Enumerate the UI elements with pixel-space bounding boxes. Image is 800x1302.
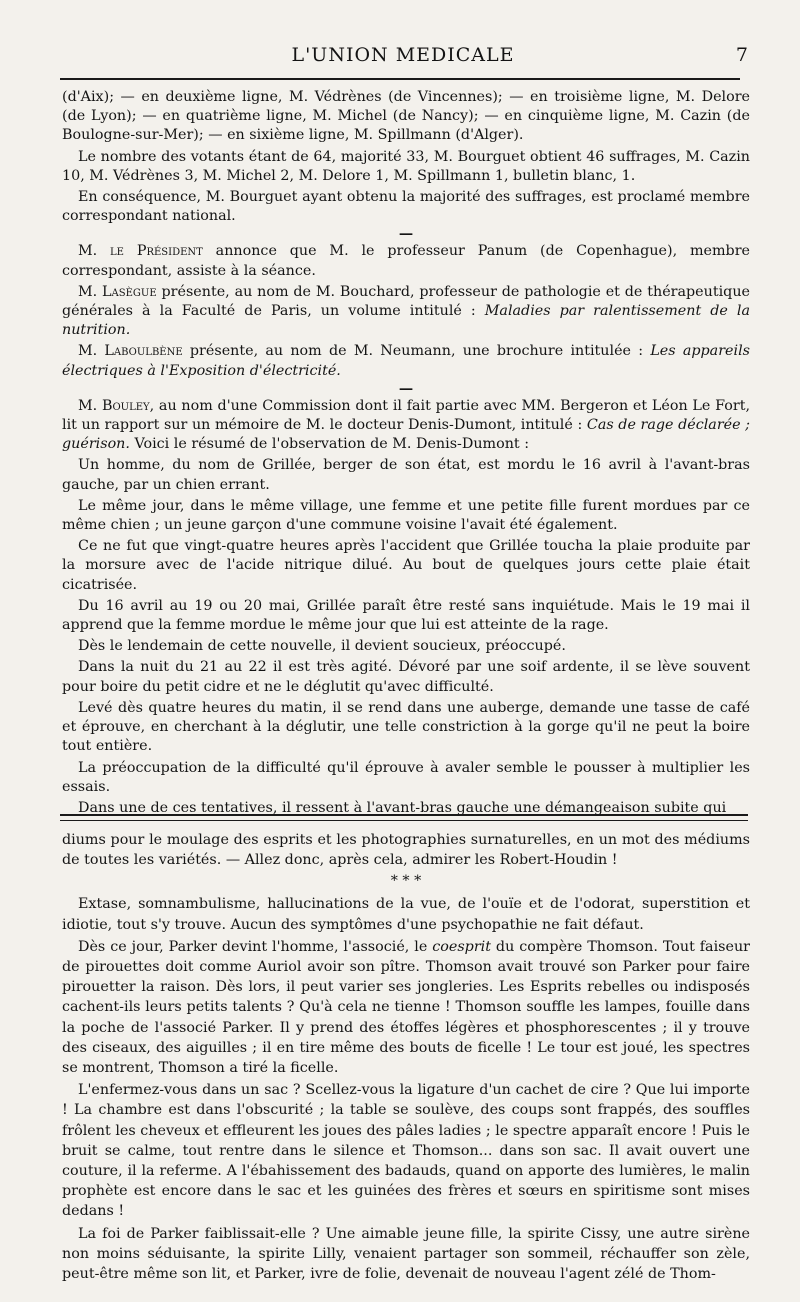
- speaker-name: M. Laboulbène: [78, 343, 183, 360]
- paragraph: (d'Aix); — en deuxième ligne, M. Védrènes (de Vincennes); — en troisième ligne, M. Delore (de Lyon); — en quatrième ligne, M. Michel (de Nancy); — en cinquième ligne, M. Cazin (de Boulogne-sur-Mer); — en sixième ligne, M. Spillmann (d'Alger).: [62, 89, 750, 144]
- page-number: 7: [735, 44, 748, 66]
- running-title: L'UNION MEDICALE: [291, 44, 515, 66]
- paragraph: Le même jour, dans le même village, une femme et une petite fille furent mordues par ce même chien ; un jeune garçon d'une commune voisine l'avait été également.: [62, 497, 750, 534]
- header-rule: [60, 78, 740, 80]
- paragraph: [62, 937, 750, 1078]
- paragraph: L'enfermez-vous dans un sac ? Scellez-vous la ligature d'un cachet de cire ? Que lui importe ! La chambre est dans l'obscurité ; la table se soulève, des coups sont frappés, des souffles frôlent les cheveux et effleurent les joues des pâles ladies ; le spectre apparaît encore ! Puis le bruit se calme, tout rentre dans le silence et Thomson... dans son sac. Il avait ouvert une couture, il la referme. A l'ébahissement des badauds, quand on apporte des lumières, le malin prophète est encore dans le sac et les guinées des frères et sœurs en spiritisme sont mises dedans !: [62, 1082, 750, 1220]
- work-title: Cas de rage déclarée ; guérison.: [62, 417, 751, 453]
- paragraph: Dans une de ces tentatives, il ressent à l'avant-bras gauche une démangeaison subite qui: [78, 799, 727, 816]
- paragraph-text: du compère Thomson. Tout faiseur de pirouettes doit comme Auriol avoir son pître. Thomson avait trouvé son Parker pour faire pirouetter la raison. Dès lors, il peut varier ses jongleries. Les Esprits rebelles ou indisposés cachent-ils leurs petits talents ? Qu'à cela ne tienne ! Thomson souffle les lampes, fouille dans la poche de l'associé Parker. Il y prend des étoffes légères et phosphorescentes ; il y trouve des ciseaux, des aiguilles ; il en tire même des bouts de ficelle ! Le tour est joué, les spectres se montrent, Thomson a tiré la ficelle.: [62, 938, 750, 1077]
- work-title: Les appareils électriques à l'Exposition d'électricité.: [62, 343, 750, 379]
- paragraph: Extase, somnambulisme, hallucinations de la vue, de l'ouïe et de l'odorat, superstition et idiotie, tout s'y trouve. Aucun des symptômes d'une psychopathie ne fait défaut.: [62, 896, 750, 933]
- page-header: [58, 44, 748, 74]
- speaker-name: M. Lasègue: [78, 283, 157, 300]
- paragraph: Dès le lendemain de cette nouvelle, il devient soucieux, préoccupé.: [78, 638, 566, 655]
- paragraph: Un homme, du nom de Grillée, berger de son état, est mordu le 16 avril à l'avant-bras gauche, par un chien errant.: [62, 457, 750, 493]
- paragraph: Le nombre des votants étant de 64, majorité 33, M. Bourguet obtient 46 suffrages, M. Cazin 10, M. Védrènes 3, M. Michel 2, M. Delore 1, M. Spillmann 1, bulletin blanc, 1.: [62, 148, 750, 184]
- paragraph: La foi de Parker faiblissait-elle ? Une aimable jeune fille, la spirite Cissy, une autre sirène non moins séduisante, la spirite Lilly, venaient partager son sommeil, réchauffer son zèle, peut-être même son lit, et Parker, ivre de folie, devenait de nouveau l'agent zélé de Thom-: [62, 1225, 750, 1283]
- article-column: [62, 88, 750, 820]
- paragraph-text: présente, au nom de M. Bouchard, professeur de pathologie et de thérapeutique générales à la Faculté de Paris, un volume intitulé :: [62, 283, 750, 320]
- paragraph-text: présente, au nom de M. Neumann, une brochure intitulée :: [182, 343, 651, 360]
- speaker-name: M. Bouley: [78, 397, 150, 414]
- feuilleton-column: [62, 830, 750, 1286]
- feuilleton-divider: [60, 814, 748, 821]
- italic-term: coesprit: [432, 938, 491, 955]
- paragraph: diums pour le moulage des esprits et les photographies surnaturelles, en un mot des médiums de toutes les variétés. — Allez donc, après cela, admirer les Robert-Houdin !: [62, 832, 750, 869]
- paragraph-text: Voici le résumé de l'observation de M. Denis-Dumont :: [129, 436, 530, 453]
- paragraph: Du 16 avril au 19 ou 20 mai, Grillée paraît être resté sans inquiétude. Mais le 19 mai il apprend que la femme mordue le même jour que lui est atteinte de la rage.: [62, 597, 750, 634]
- paragraph: Ce ne fut que vingt-quatre heures après l'accident que Grillée toucha la plaie produite par la morsure avec de l'acide nitrique dilué. Au bout de quelques jours cette plaie était cicatrisée.: [62, 538, 750, 593]
- asterism: * * *: [390, 873, 422, 890]
- paragraph: [62, 283, 750, 341]
- paragraph: Dans la nuit du 21 au 22 il est très agité. Dévoré par une soif ardente, il se lève souvent pour boire du petit cidre et ne le déglutit qu'avec difficulté.: [62, 659, 750, 695]
- section-dash: —: [398, 226, 414, 243]
- paragraph: [62, 397, 750, 455]
- work-title: Maladies par ralentissement de la nutrition.: [62, 303, 750, 339]
- paragraph-text: , au nom d'une Commission dont il fait partie avec MM. Bergeron et Léon Le Fort, lit un rapport sur un mémoire de M. le docteur Denis-Dumont, intitulé :: [62, 397, 750, 434]
- paragraph-text: annonce que M. le professeur Panum (de Copenhague), membre correspondant, assiste à la séance.: [62, 243, 751, 279]
- paragraph-text: Dès ce jour, Parker devint l'homme, l'associé, le: [78, 938, 433, 955]
- section-dash: —: [398, 380, 414, 397]
- paragraph: [62, 342, 750, 380]
- speaker-name: M. le Président: [78, 243, 203, 260]
- paragraph: [62, 242, 750, 280]
- paragraph: En conséquence, M. Bourguet ayant obtenu la majorité des suffrages, est proclamé membre correspondant national.: [62, 189, 750, 225]
- paragraph: La préoccupation de la difficulté qu'il éprouve à avaler semble le pousser à multiplier les essais.: [62, 759, 750, 795]
- paragraph: Levé dès quatre heures du matin, il se rend dans une auberge, demande une tasse de café et éprouve, en cherchant à la déglutir, une telle constriction à la gorge qu'il ne peut la boire tout entière.: [62, 699, 750, 755]
